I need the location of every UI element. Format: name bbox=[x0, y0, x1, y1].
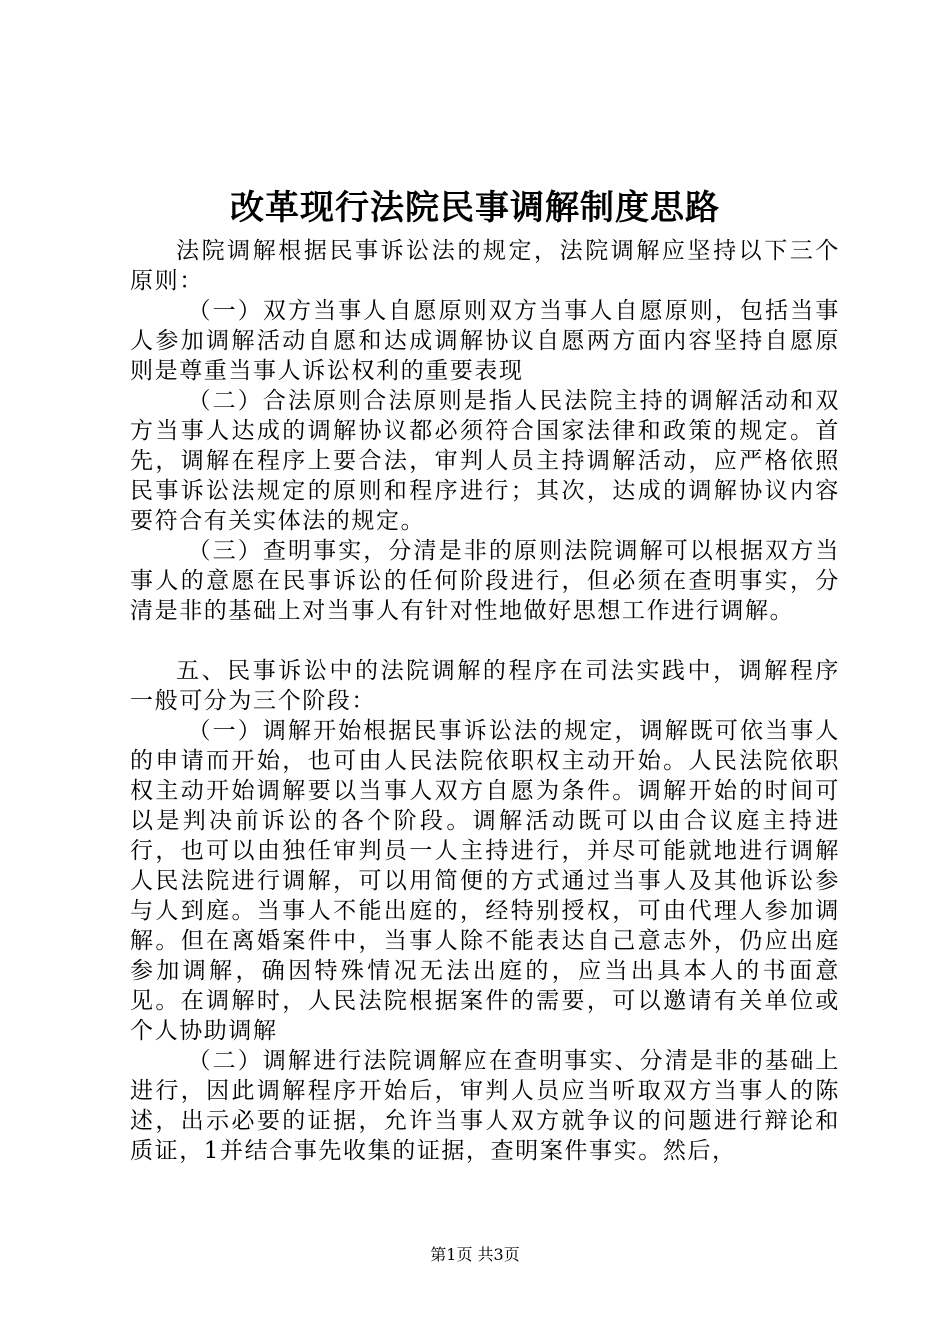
page-footer: 第1页 共3页 bbox=[430, 1245, 520, 1264]
paragraph-stage-2: （二）调解进行法院调解应在查明事实、分清是非的基础上进行，因此调解程序开始后，审判人员应当听取双方当事人的陈述，出示必要的证据，允许当事人双方就争议的问题进行辩论和质证，1并结合事先收集的证据，查明案件事实。然后， bbox=[130, 1048, 840, 1164]
paragraph-stage-1: （一）调解开始根据民事诉讼法的规定，调解既可依当事人的申请而开始，也可由人民法院依职权主动开始。人民法院依职权主动开始调解要以当事人双方自愿为条件。调解开始的时间可以是判决前诉讼的各个阶段。调解活动既可以由合议庭主持进行，也可以由独任审判员一人主持进行，并尽可能就地进行调解人民法院进行调解，可以用简便的方式通过当事人及其他诉讼参与人到庭。当事人不能出庭的，经特别授权，可由代理人参加调解。但在离婚案件中，当事人除不能表达自己意志外，仍应出庭参加调解，确因特殊情况无法出庭的，应当出具本人的书面意见。在调解时，人民法院根据案件的需要，可以邀请有关单位或个人协助调解 bbox=[130, 718, 840, 1044]
paragraph-principle-3: （三）查明事实，分清是非的原则法院调解可以根据双方当事人的意愿在民事诉讼的任何阶段进行，但必须在查明事实，分清是非的基础上对当事人有针对性地做好思想工作进行调解。 bbox=[130, 538, 840, 624]
page-title: 改革现行法院民事调解制度思路 bbox=[230, 188, 720, 228]
paragraph-gap bbox=[130, 626, 840, 656]
paragraph-intro: 法院调解根据民事诉讼法的规定，法院调解应坚持以下三个原则： bbox=[130, 238, 840, 294]
document-body bbox=[130, 236, 840, 1166]
paragraph-section-five: 五、民事诉讼中的法院调解的程序在司法实践中，调解程序一般可分为三个阶段： bbox=[130, 658, 840, 714]
paragraph-principle-1: （一）双方当事人自愿原则双方当事人自愿原则，包括当事人参加调解活动自愿和达成调解协议自愿两方面内容坚持自愿原则是尊重当事人诉讼权利的重要表现 bbox=[130, 298, 840, 384]
paragraph-principle-2: （二）合法原则合法原则是指人民法院主持的调解活动和双方当事人达成的调解协议都必须符合国家法律和政策的规定。首先，调解在程序上要合法，审判人员主持调解活动，应严格依照民事诉讼法规定的原则和程序进行；其次，达成的调解协议内容要符合有关实体法的规定。 bbox=[130, 388, 840, 534]
